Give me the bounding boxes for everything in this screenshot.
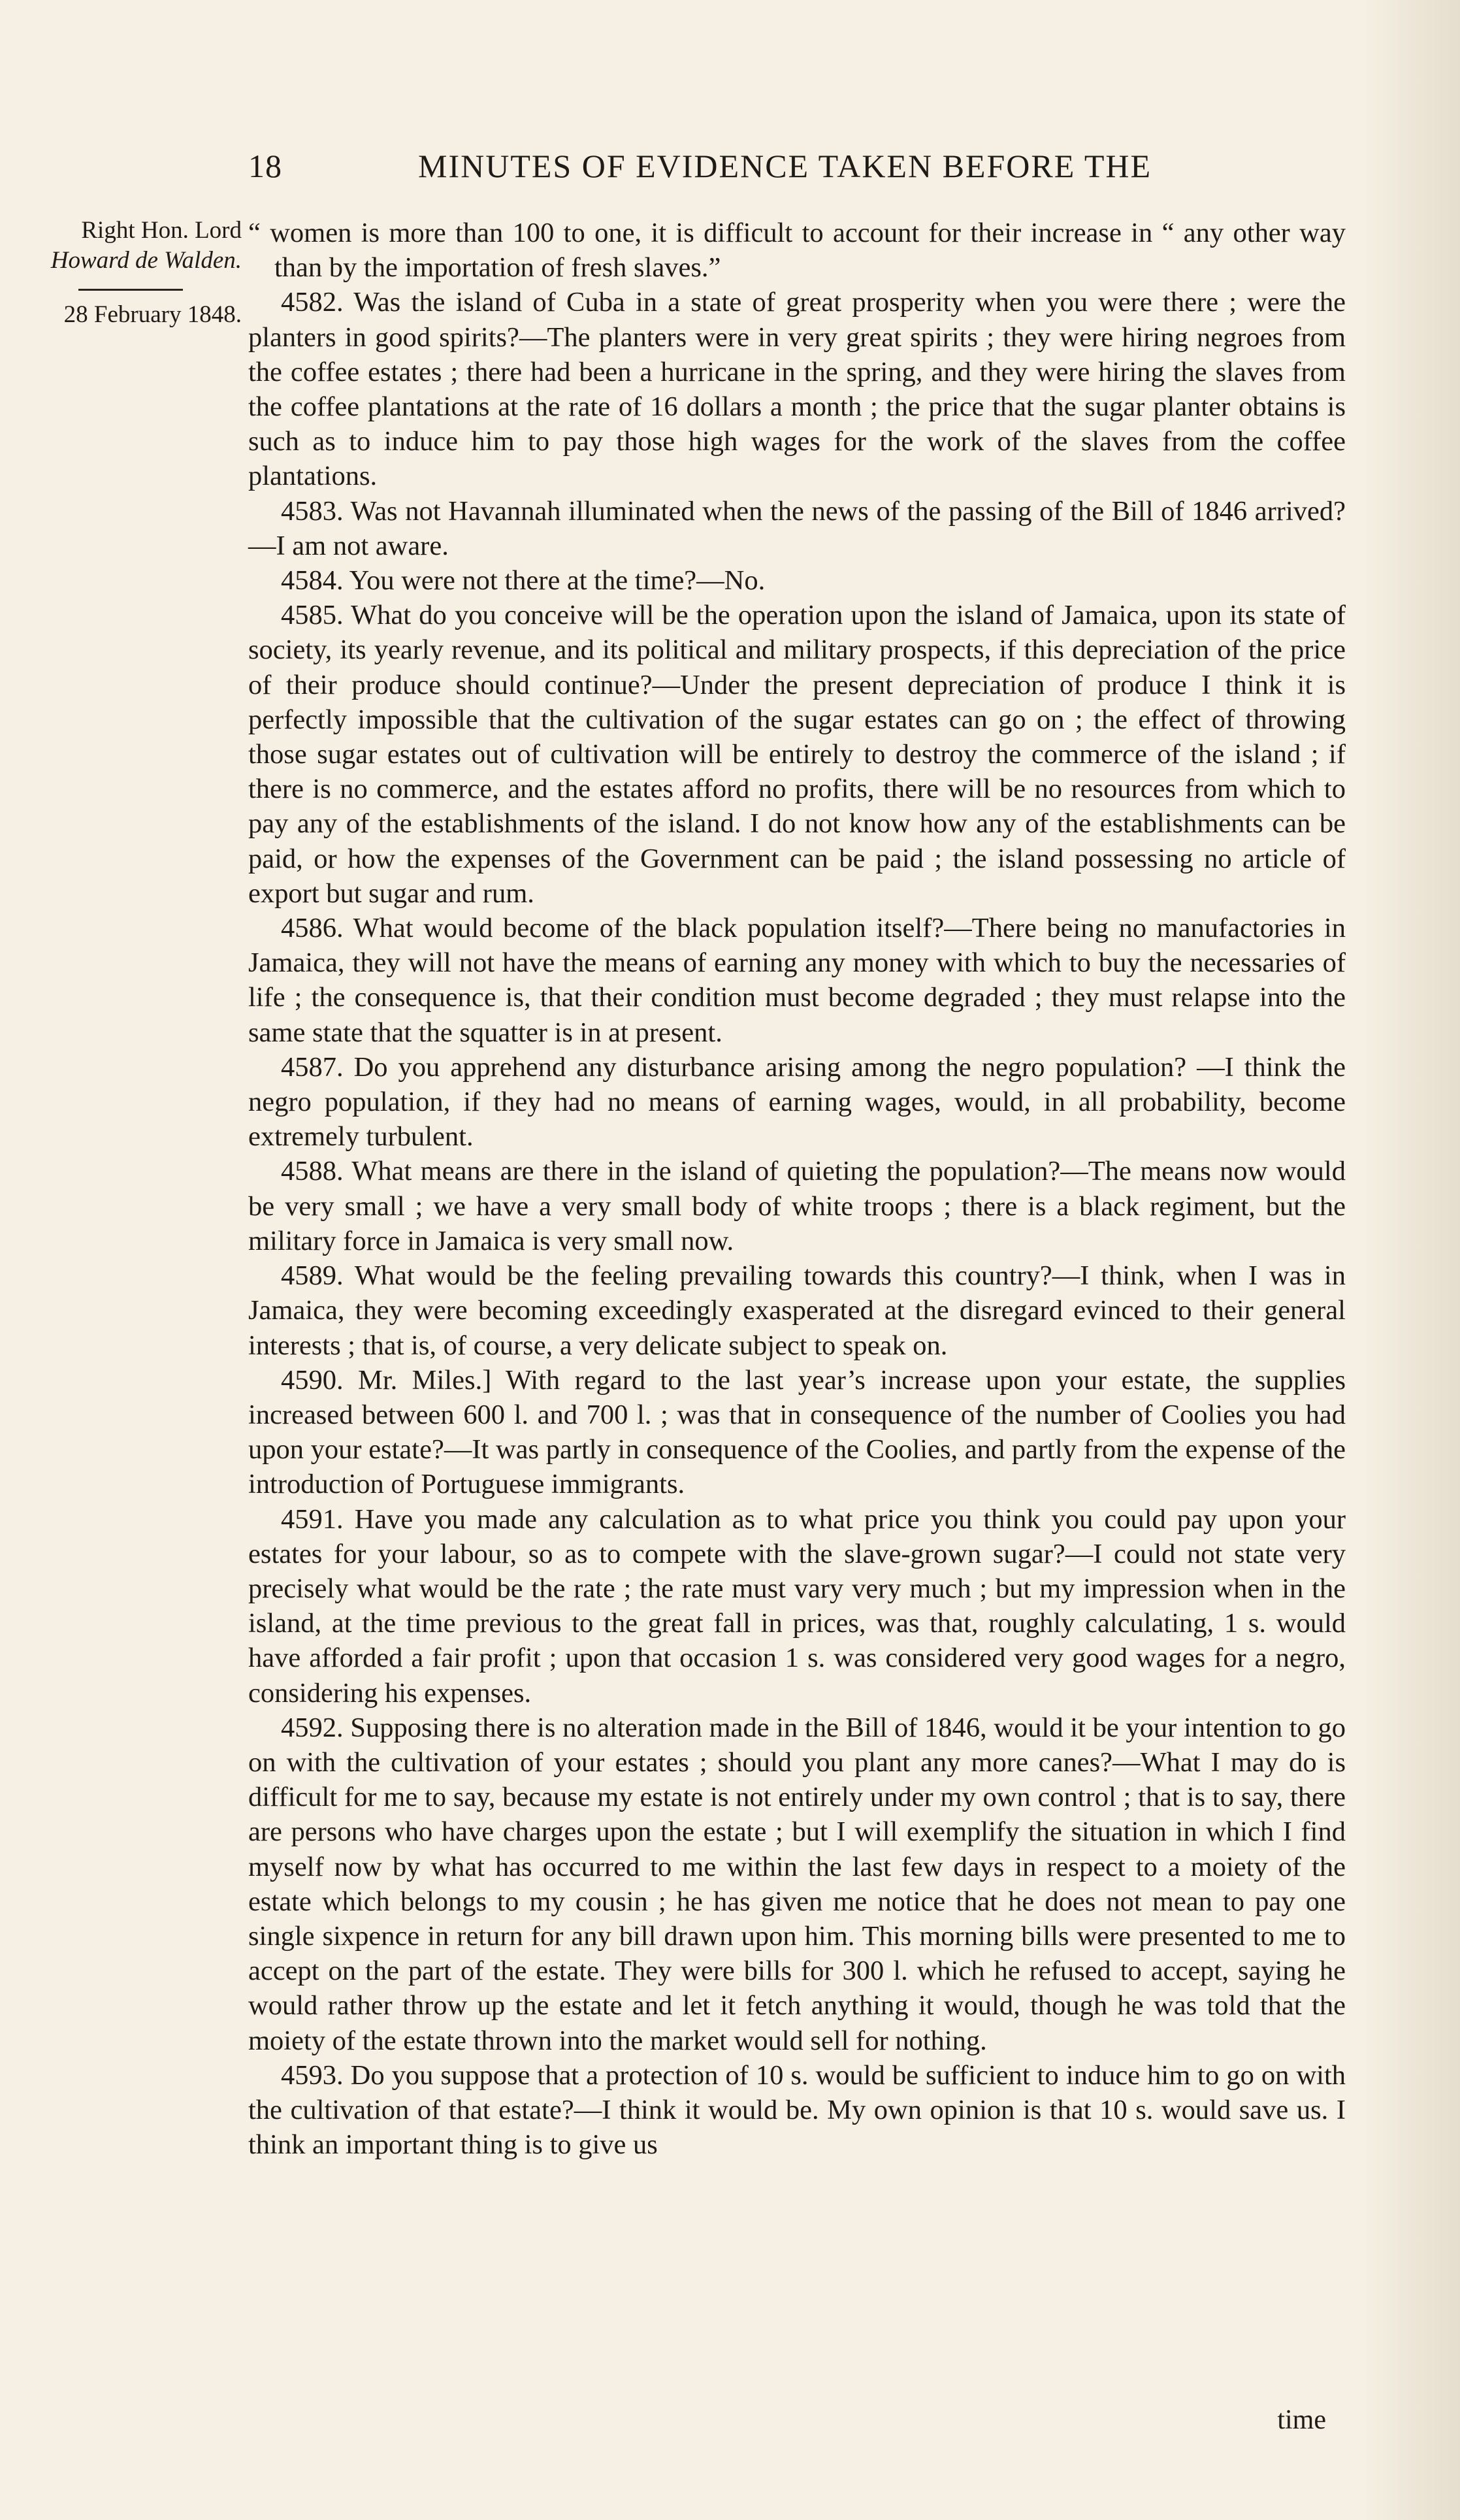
margin-date: 28 February 1848.: [63, 301, 242, 328]
question-4582: 4582. Was the island of Cuba in a state of great prosperity when you were there ; were the planters in good spirits?—The planters were in very great spirits ; they were hiring negroes from the coffee estates ; there had been a hurricane in the spring, and they were hiring the slaves from the coffee plantations at the rate of 16 dollars a month ; the price that the sugar planter obtains is such as to induce him to pay those high wages for the work of the slaves from the coffee plantations.: [248, 287, 1346, 492]
question-4587: 4587. Do you apprehend any disturbance arising among the negro population? —I think the negro population, if they had no means of earning wages, would, in all probability, become extremely turbulent.: [248, 1051, 1346, 1153]
page-header: [248, 147, 1359, 193]
witness-name-line-2: Howard de Walden.: [50, 247, 242, 274]
margin-note: [26, 216, 242, 330]
page-number: 18: [248, 148, 282, 184]
question-4591: 4591. Have you made any calculation as to what price you think you could pay upon your estates for your labour, so as to compete with the slave-grown sugar?—I could not state very precisely what would be the rate ; the rate must vary very much ; but my impression when in the island, at the time previous to the great fall in prices, was that, roughly calculating, 1 s. would have afforded a fair profit ; upon that occasion 1 s. was considered very good wages for a negro, considering his expenses.: [248, 1503, 1346, 1709]
running-title: MINUTES OF EVIDENCE TAKEN BEFORE THE: [418, 148, 1152, 184]
question-4584: 4584. You were not there at the time?—No.: [281, 565, 766, 597]
question-4585: 4585. What do you conceive will be the operation upon the island of Jamaica, upon its state of society, its yearly revenue, and its political and military prospects, if this depreciation of the price of their produce should continue?—Under the present depreciation of produce I think it is perfectly impossible that the cultivation of the sugar estates can go on ; the effect of throwing those sugar estates out of cultivation will be entirely to destroy the commerce of the island ; if there is no commerce, and the estates afford no profits, there will be no resources from which to pay any of the establishments of the island. I do not know how any of the establishments can be paid, or how the expenses of the Government can be paid ; the island possessing no article of export but sugar and rum.: [248, 600, 1346, 909]
continued-quote: “ women is more than 100 to one, it is difficult to account for their increase in “ any other way than by the importation of fresh slaves.”: [248, 218, 1346, 284]
question-4590: 4590. Mr. Miles.] With regard to the last year’s increase upon your estate, the supplies increased between 600 l. and 700 l. ; was that in consequence of the number of Coolies you had upon your estate?—It was partly in consequence of the Coolies, and partly from the expense of the introduction of Portuguese immigrants.: [248, 1364, 1346, 1500]
question-4588: 4588. What means are there in the island of quieting the population?—The means now would be very small ; we have a very small body of white troops ; there is a black regiment, but the military force in Jamaica is very small now.: [248, 1156, 1346, 1256]
question-4589: 4589. What would be the feeling prevailing towards this country?—I think, when I was in Jamaica, they were becoming exceedingly exasperated at the disregard evinced to their general interests ; that is, of course, a very delicate subject to speak on.: [248, 1260, 1346, 1361]
question-4583: 4583. Was not Havannah illuminated when the news of the passing of the Bill of 1846 arrived?—I am not aware.: [248, 495, 1346, 561]
question-4592: 4592. Supposing there is no alteration made in the Bill of 1846, would it be your intention to go on with the cultivation of your estates ; should you plant any more canes?—What I may do is difficult for me to say, because my estate is not entirely under my own control ; that is to say, there are persons who have charges upon the estate ; but I will exemplify the situation in which I find myself now by what has occurred to me within the last few days in respect to a moiety of the estate which belongs to my cousin ; he has given me notice that he does not mean to pay one single sixpence in return for any bill drawn upon him. This morning bills were presented to me to accept on the part of the estate. They were bills for 300 l. which he refused to accept, saying he would rather throw up the estate and let it fetch anything it would, though he was told that the moiety of the estate thrown into the market would sell for nothing.: [248, 1712, 1346, 2056]
witness-name-line-1: Right Hon. Lord: [81, 217, 242, 244]
question-4593: 4593. Do you suppose that a protection of 10 s. would be sufficient to induce him to go on with the cultivation of that estate?—I think it would be. My own opinion is that 10 s. would save us. I think an important thing is to give us: [248, 2059, 1346, 2161]
question-4586: 4586. What would become of the black population itself?—There being no manufactories in Jamaica, they will not have the means of earning any money with which to buy the necessaries of life ; the consequence is, that their condition must become degraded ; they must relapse into the same state that the squatter is in at present.: [248, 913, 1346, 1048]
page-edge-shading: [1362, 0, 1460, 2520]
evidence-body: [248, 216, 1346, 2162]
margin-rule: [78, 289, 183, 291]
catchword: time: [1277, 2405, 1326, 2435]
